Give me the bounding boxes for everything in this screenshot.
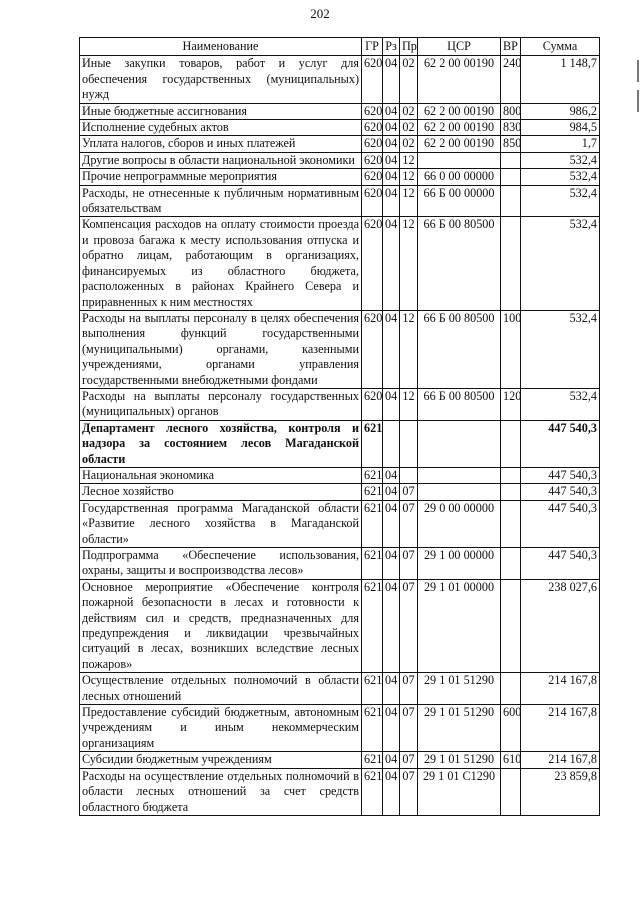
cell-rz: 04 <box>383 673 400 705</box>
cell-name: Уплата налогов, сборов и иных платежей <box>80 136 362 152</box>
cell-csr: 29 1 01 51290 <box>418 673 501 705</box>
cell-sum: 214 167,8 <box>521 705 600 752</box>
cell-pr: 12 <box>400 169 418 185</box>
cell-name: Предоставление субсидий бюджетным, автономным учреждениям и иным некоммерческим организациям <box>80 705 362 752</box>
cell-csr: 66 Б 00 80500 <box>418 310 501 388</box>
cell-sum: 447 540,3 <box>521 420 600 467</box>
cell-vr <box>501 548 521 580</box>
cell-name: Иные бюджетные ассигнования <box>80 103 362 119</box>
cell-sum: 1 148,7 <box>521 56 600 103</box>
cell-vr <box>501 484 521 500</box>
cell-vr: 600 <box>501 705 521 752</box>
cell-vr <box>501 185 521 217</box>
header-sum: Сумма <box>521 38 600 56</box>
cell-csr: 62 2 00 00190 <box>418 56 501 103</box>
table-body <box>80 56 600 816</box>
cell-pr: 07 <box>400 768 418 815</box>
cell-sum: 214 167,8 <box>521 752 600 768</box>
cell-rz: 04 <box>383 705 400 752</box>
cell-csr: 66 0 00 00000 <box>418 169 501 185</box>
cell-pr: 07 <box>400 705 418 752</box>
cell-vr <box>501 152 521 168</box>
cell-sum: 23 859,8 <box>521 768 600 815</box>
cell-pr: 07 <box>400 752 418 768</box>
cell-gr: 620 <box>362 185 383 217</box>
cell-name: Компенсация расходов на оплату стоимости проезда и провоза багажа к месту использования отпуска и обратно лицам, работающим в организациях, финансируемых из областного бюджета, расположенных в районах Крайнего Севера и приравненных к ним местностях <box>80 217 362 310</box>
cell-pr: 07 <box>400 579 418 672</box>
cell-gr: 620 <box>362 136 383 152</box>
cell-csr: 62 2 00 00190 <box>418 136 501 152</box>
cell-rz: 04 <box>383 217 400 310</box>
cell-pr: 02 <box>400 56 418 103</box>
cell-sum: 1,7 <box>521 136 600 152</box>
table-row <box>80 673 600 705</box>
cell-sum: 238 027,6 <box>521 579 600 672</box>
cell-gr: 620 <box>362 388 383 420</box>
cell-rz: 04 <box>383 310 400 388</box>
cell-pr: 12 <box>400 217 418 310</box>
cell-rz: 04 <box>383 152 400 168</box>
table-row <box>80 467 600 483</box>
table-row <box>80 579 600 672</box>
cell-vr: 850 <box>501 136 521 152</box>
cell-gr: 620 <box>362 310 383 388</box>
cell-pr <box>400 420 418 467</box>
cell-gr: 621 <box>362 705 383 752</box>
cell-pr: 07 <box>400 484 418 500</box>
cell-vr <box>501 467 521 483</box>
cell-csr: 29 1 01 С1290 <box>418 768 501 815</box>
cell-vr <box>501 768 521 815</box>
cell-pr: 07 <box>400 500 418 547</box>
cell-sum: 447 540,3 <box>521 500 600 547</box>
cell-gr: 621 <box>362 548 383 580</box>
table-row <box>80 484 600 500</box>
cell-pr: 12 <box>400 388 418 420</box>
page-number: 202 <box>310 6 330 21</box>
cell-gr: 621 <box>362 768 383 815</box>
cell-rz: 04 <box>383 388 400 420</box>
table-row <box>80 752 600 768</box>
table-row <box>80 56 600 103</box>
cell-vr: 100 <box>501 310 521 388</box>
cell-pr: 07 <box>400 673 418 705</box>
table-row <box>80 548 600 580</box>
cell-sum: 532,4 <box>521 217 600 310</box>
cell-csr: 29 1 01 51290 <box>418 705 501 752</box>
table-row <box>80 120 600 136</box>
cell-gr: 621 <box>362 579 383 672</box>
cell-csr <box>418 152 501 168</box>
cell-sum: 532,4 <box>521 185 600 217</box>
table-header-row <box>80 38 600 56</box>
cell-sum: 986,2 <box>521 103 600 119</box>
cell-sum: 214 167,8 <box>521 673 600 705</box>
cell-gr: 620 <box>362 169 383 185</box>
cell-csr: 62 2 00 00190 <box>418 120 501 136</box>
cell-csr <box>418 420 501 467</box>
cell-vr <box>501 169 521 185</box>
table-row <box>80 152 600 168</box>
budget-table <box>79 37 600 816</box>
cell-rz: 04 <box>383 120 400 136</box>
table-row <box>80 103 600 119</box>
cell-name: Субсидии бюджетным учреждениям <box>80 752 362 768</box>
cell-vr <box>501 420 521 467</box>
cell-name: Расходы на выплаты персоналу в целях обеспечения выполнения функций государственными (муниципальными) органами, казенными учреждениями, органами управления государственными внебюджетными фондами <box>80 310 362 388</box>
cell-gr: 620 <box>362 120 383 136</box>
cell-sum: 532,4 <box>521 310 600 388</box>
cell-vr <box>501 579 521 672</box>
cell-sum: 447 540,3 <box>521 467 600 483</box>
cell-csr <box>418 467 501 483</box>
cell-pr: 12 <box>400 185 418 217</box>
cell-gr: 621 <box>362 673 383 705</box>
cell-sum: 532,4 <box>521 152 600 168</box>
table-row <box>80 705 600 752</box>
cell-sum: 984,5 <box>521 120 600 136</box>
cell-vr <box>501 673 521 705</box>
cell-name: Исполнение судебных актов <box>80 120 362 136</box>
cell-rz <box>383 420 400 467</box>
table-row <box>80 169 600 185</box>
cell-vr: 120 <box>501 388 521 420</box>
cell-name: Национальная экономика <box>80 467 362 483</box>
cell-name: Расходы на выплаты персоналу государственных (муниципальных) органов <box>80 388 362 420</box>
cell-gr: 620 <box>362 152 383 168</box>
cell-name: Прочие непрограммные мероприятия <box>80 169 362 185</box>
cell-rz: 04 <box>383 500 400 547</box>
cell-gr: 621 <box>362 500 383 547</box>
table-row <box>80 420 600 467</box>
cell-gr: 620 <box>362 56 383 103</box>
cell-pr: 12 <box>400 152 418 168</box>
cell-sum: 447 540,3 <box>521 484 600 500</box>
cell-rz: 04 <box>383 56 400 103</box>
cell-name: Другие вопросы в области национальной экономики <box>80 152 362 168</box>
table-row <box>80 500 600 547</box>
cell-rz: 04 <box>383 169 400 185</box>
cell-csr: 66 Б 00 00000 <box>418 185 501 217</box>
cell-vr: 240 <box>501 56 521 103</box>
cell-name: Основное мероприятие «Обеспечение контроля пожарной безопасности в лесах и готовности к действиям сил и средств, предназначенных для предупреждения и ликвидации чрезвычайных ситуаций в лесах, возникших вследствие лесных пожаров» <box>80 579 362 672</box>
cell-csr <box>418 484 501 500</box>
cell-csr: 29 1 00 00000 <box>418 548 501 580</box>
cell-name: Государственная программа Магаданской области «Развитие лесного хозяйства в Магаданской области» <box>80 500 362 547</box>
cell-pr: 02 <box>400 136 418 152</box>
cell-name: Департамент лесного хозяйства, контроля и надзора за состоянием лесов Магаданской области <box>80 420 362 467</box>
cell-name: Подпрограмма «Обеспечение использования, охраны, защиты и воспроизводства лесов» <box>80 548 362 580</box>
cell-gr: 621 <box>362 420 383 467</box>
cell-rz: 04 <box>383 136 400 152</box>
cell-rz: 04 <box>383 103 400 119</box>
header-csr: ЦСР <box>418 38 501 56</box>
cell-name: Лесное хозяйство <box>80 484 362 500</box>
table-row <box>80 217 600 310</box>
header-name: Наименование <box>80 38 362 56</box>
cell-csr: 66 Б 00 80500 <box>418 217 501 310</box>
cell-csr: 66 Б 00 80500 <box>418 388 501 420</box>
cell-vr: 610 <box>501 752 521 768</box>
header-rz: Рз <box>383 38 400 56</box>
cell-pr: 02 <box>400 120 418 136</box>
cell-vr: 830 <box>501 120 521 136</box>
cell-name: Расходы на осуществление отдельных полномочий в области лесных отношений за счет средств областного бюджета <box>80 768 362 815</box>
cell-csr: 62 2 00 00190 <box>418 103 501 119</box>
cell-csr: 29 0 00 00000 <box>418 500 501 547</box>
cell-gr: 621 <box>362 484 383 500</box>
cell-csr: 29 1 01 00000 <box>418 579 501 672</box>
cell-rz: 04 <box>383 185 400 217</box>
cell-sum: 532,4 <box>521 388 600 420</box>
cell-sum: 532,4 <box>521 169 600 185</box>
cell-name: Осуществление отдельных полномочий в области лесных отношений <box>80 673 362 705</box>
cell-rz: 04 <box>383 752 400 768</box>
scan-edge-marks <box>635 60 640 120</box>
header-vr: ВР <box>501 38 521 56</box>
table-row <box>80 768 600 815</box>
cell-rz: 04 <box>383 467 400 483</box>
table-row <box>80 185 600 217</box>
cell-rz: 04 <box>383 484 400 500</box>
cell-vr <box>501 217 521 310</box>
cell-rz: 04 <box>383 579 400 672</box>
cell-vr <box>501 500 521 547</box>
table-row <box>80 388 600 420</box>
cell-name: Иные закупки товаров, работ и услуг для обеспечения государственных (муниципальных) нужд <box>80 56 362 103</box>
cell-gr: 620 <box>362 103 383 119</box>
cell-rz: 04 <box>383 768 400 815</box>
cell-pr: 07 <box>400 548 418 580</box>
cell-name: Расходы, не отнесенные к публичным нормативным обязательствам <box>80 185 362 217</box>
cell-pr: 02 <box>400 103 418 119</box>
cell-vr: 800 <box>501 103 521 119</box>
cell-gr: 621 <box>362 752 383 768</box>
header-pr: Пр <box>400 38 418 56</box>
cell-pr: 12 <box>400 310 418 388</box>
cell-rz: 04 <box>383 548 400 580</box>
cell-sum: 447 540,3 <box>521 548 600 580</box>
cell-gr: 621 <box>362 467 383 483</box>
cell-pr <box>400 467 418 483</box>
cell-gr: 620 <box>362 217 383 310</box>
table-row <box>80 136 600 152</box>
header-gr: ГР <box>362 38 383 56</box>
table-row <box>80 310 600 388</box>
cell-csr: 29 1 01 51290 <box>418 752 501 768</box>
